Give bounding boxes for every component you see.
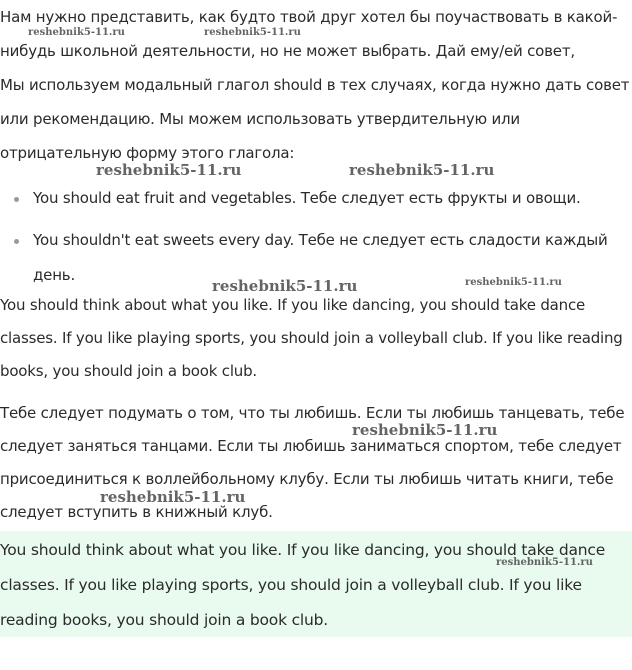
list-item-text: You should eat fruit and vegetables. Тебе следует есть фрукты и овощи.: [33, 189, 581, 207]
watermark: reshebnik5-11.ru: [496, 557, 593, 568]
list-item: [0, 181, 632, 216]
intro-paragraph: [0, 0, 632, 170]
intro-line-1: Нам нужно представить, как будто твой друг хотел бы поучаствовать в какой-: [0, 8, 618, 26]
watermark: reshebnik5-11.ru: [465, 277, 562, 288]
watermark: reshebnik5-11.ru: [28, 27, 125, 38]
answer-text: You should think about what you like. If you like dancing, you should take dance classes. If you like playing sports, you should join a volleyball club. If you like reading books, you should join a book club.: [0, 541, 606, 629]
watermark: reshebnik5-11.ru: [96, 161, 242, 179]
bullet-icon: [14, 239, 19, 244]
intro-line-2: нибудь школьной деятельности, но не может выбрать. Дай ему/ей совет,: [0, 42, 575, 60]
watermark: reshebnik5-11.ru: [100, 488, 246, 506]
intro-explanation: Мы используем модальный глагол should в тех случаях, когда нужно дать совет или рекомендацию. Мы можем использовать утвердительную или отрицательную форму этого глагола:: [0, 76, 630, 162]
watermark: reshebnik5-11.ru: [349, 161, 495, 179]
russian-paragraph: Тебе следует подумать о том, что ты любишь. Если ты любишь танцевать, тебе следует заняться танцами. Если ты любишь заниматься спортом, тебе следует присоединиться к воллейбольному клубу. Если ты любишь читать книги, тебе следует вступить в книжный клуб.: [0, 404, 625, 521]
watermark: reshebnik5-11.ru: [204, 27, 301, 38]
list-item-text: You shouldn't eat sweets every day. Тебе не следует есть сладости каждый день.: [33, 231, 608, 284]
bullet-icon: [14, 197, 19, 202]
english-paragraph: You should think about what you like. If you like dancing, you should take dance classes. If you like playing sports, you should join a volleyball club. If you like reading books, you should join a book club.: [0, 296, 623, 380]
watermark: reshebnik5-11.ru: [212, 277, 358, 295]
watermark: reshebnik5-11.ru: [352, 421, 498, 439]
